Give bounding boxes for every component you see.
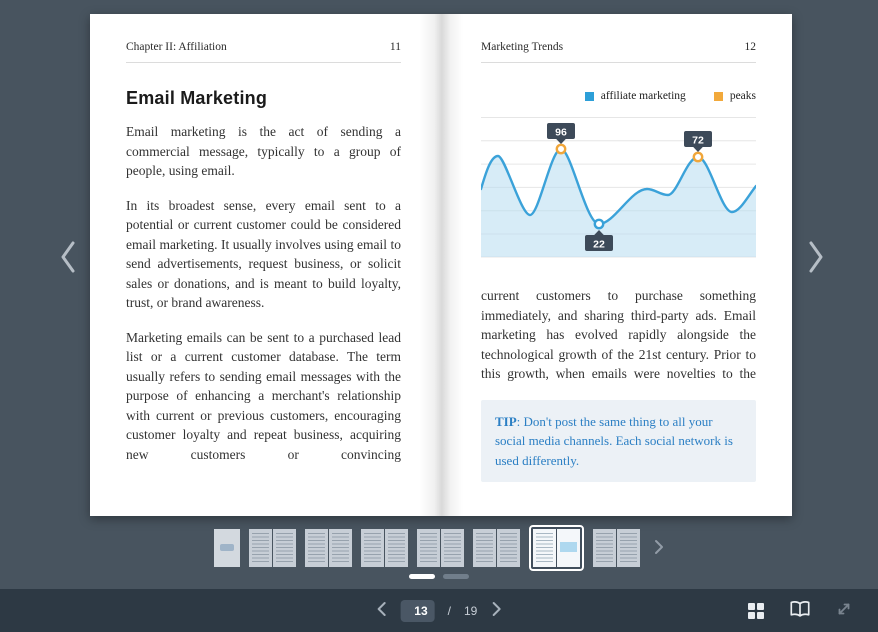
area-chart [481, 114, 756, 259]
paragraph-1: Email marketing is the act of sending a commercial message, typically to a group of people, using email. [126, 124, 401, 178]
pager [376, 589, 503, 632]
legend-swatch-blue-icon [585, 92, 594, 101]
thumbnail-7-selected[interactable] [529, 525, 584, 571]
thumbnail-dot-1[interactable] [409, 574, 435, 579]
svg-text:72: 72 [692, 134, 704, 147]
trough-marker[interactable] [595, 220, 603, 228]
prev-page-button[interactable] [58, 240, 78, 274]
pager-prev-button[interactable] [376, 601, 388, 620]
tip-box [481, 400, 756, 483]
running-header: Marketing Trends [481, 41, 564, 53]
fullscreen-button[interactable] [836, 601, 852, 620]
paragraph-2: In its broadest sense, every email sent to a potential or current customer could be considered email marketing. It usually involves using email to send advertisements, request business, or solicit sales or donations, and is meant to build loyalty, trust, or brand awareness. [126, 197, 401, 310]
thumbnail-2[interactable] [249, 529, 296, 567]
thumbnail-dot-2[interactable] [443, 574, 469, 579]
page-left[interactable] [90, 14, 441, 516]
toolbar-tools [748, 589, 852, 632]
peak-marker[interactable] [557, 145, 565, 153]
peak-marker[interactable] [694, 153, 702, 161]
paragraph: current customers to purchase something immediately, and sharing third-party ads. Email marketing has evolved rapidly alongside the technological growth of the 21st century. Prior to this growth, when emails were novelties to the [481, 288, 756, 381]
svg-text:22: 22 [593, 238, 605, 251]
svg-text:96: 96 [555, 126, 567, 139]
thumbnail-grid-button[interactable] [748, 603, 764, 619]
pager-separator: / [447, 603, 451, 618]
legend-label: peaks [729, 90, 756, 102]
data-label-72 [684, 131, 712, 152]
chart-legend [481, 90, 756, 102]
grid-icon [748, 603, 764, 619]
page-number: 12 [744, 41, 756, 53]
thumbnail-strip [214, 525, 664, 571]
chevron-right-icon [654, 539, 664, 558]
legend-item-affiliate-marketing [585, 90, 686, 102]
page-number-input[interactable] [401, 600, 435, 622]
thumbnail-pagination-dots [409, 574, 469, 579]
chevron-right-icon [490, 601, 502, 620]
chevron-left-icon [58, 262, 78, 277]
page-left-header [126, 41, 401, 63]
tip-label: TIP [495, 413, 517, 429]
chevron-right-icon [806, 262, 826, 277]
pager-next-button[interactable] [490, 601, 502, 620]
legend-swatch-orange-icon [714, 92, 723, 101]
thumbnail-4[interactable] [361, 529, 408, 567]
tip-text: : Don't post the same thing to all your social media channels. Each social network is used differently. [495, 413, 733, 468]
running-header: Chapter II: Affiliation [126, 41, 227, 53]
toolbar [0, 589, 878, 632]
expand-arrows-icon [836, 601, 852, 620]
chevron-left-icon [376, 601, 388, 620]
pager-total: 19 [463, 603, 478, 618]
page-title: Email Marketing [126, 88, 268, 108]
thumbnail-1[interactable] [214, 529, 240, 567]
page-right-header [481, 41, 756, 63]
thumbnail-8[interactable] [593, 529, 640, 567]
legend-item-peaks [714, 90, 756, 102]
page-number: 11 [389, 41, 401, 53]
thumbnail-6[interactable] [473, 529, 520, 567]
paragraph-3: Marketing emails can be sent to a purchased lead list or a current customer database. The term usually refers to sending email messages with the purpose of enhancing a merchant's relationship with current or previous customers, encouraging customer loyalty and repeat business, acquiring new customers or convincing [126, 329, 401, 462]
thumbnail-5[interactable] [417, 529, 464, 567]
legend-label: affiliate marketing [600, 90, 686, 102]
book-view-button[interactable] [789, 600, 811, 622]
open-book-icon [789, 600, 811, 622]
thumbnail-strip-next-button[interactable] [654, 539, 664, 558]
page-right[interactable] [441, 14, 792, 516]
book-spread [90, 14, 792, 516]
next-page-button[interactable] [806, 240, 826, 274]
thumbnail-3[interactable] [305, 529, 352, 567]
